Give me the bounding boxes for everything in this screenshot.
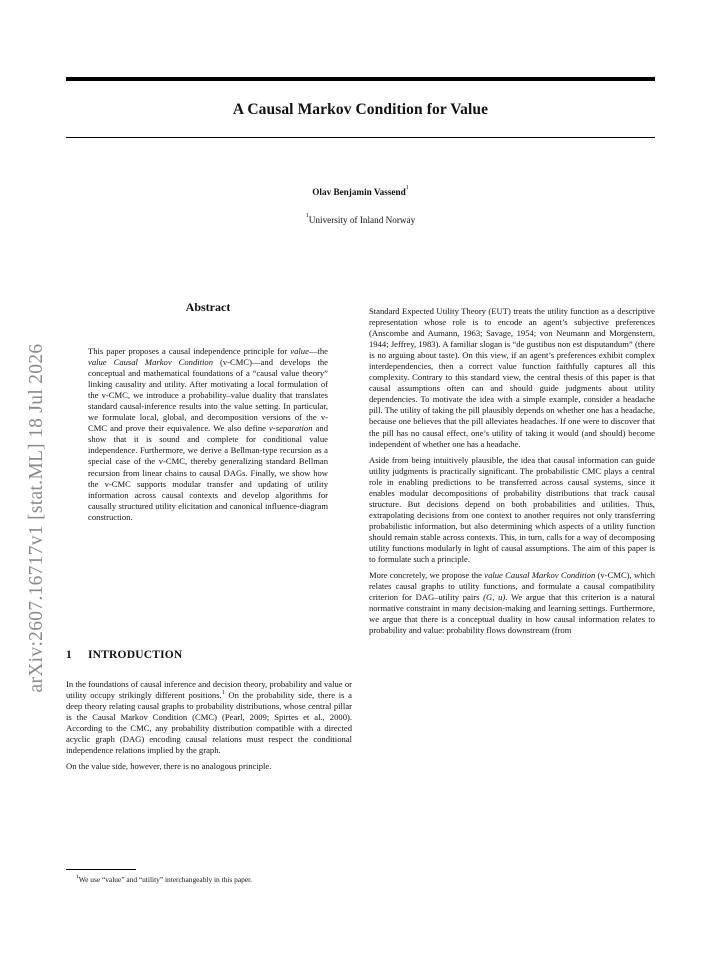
paper-title: A Causal Markov Condition for Value <box>232 101 489 118</box>
abstract-body: This paper proposes a causal independence principle for value—the value Causal Markov Condition (v-CMC)—and develops the conceptual and mathematical foundations of a “causal value theory” linking causality and utility. After motivating a local formulation of the v-CMC, we introduce a probability–value duality that translates standard causal-inference results into the value setting. In particular, we formulate local, global, and decomposition versions of the v-CMC and prove their equivalence. We also define v-separation and show that it is sound and complete for conditional value independence. Furthermore, we derive a Bellman-type recursion as a special case of the v-CMC, thereby generalizing standard Bellman recursion from linear chains to causal DAGs. Finally, we show how the v-CMC supports modular transfer and updating of utility information across causal contexts and develop algorithms for causally structured utility elicitation and canonical influence-diagram construction. <box>88 346 328 522</box>
affiliation-mark: 1 <box>305 213 309 219</box>
paragraph: Aside from being intuitively plausible, the idea that causal information can guide utility judgments is practically significant. The probabilistic CMC plays a central role in enabling predictions to be transferred across causal systems, since it enables modular decompositions of probability distributions that track causal structure. But decisions depend on both probabilities and utilities. Thus, extrapolating decisions from one context to another requires not only transferring probabilistic information, but also determining which aspects of a utility function should remain stable across contexts. This, in turn, calls for a way of decomposing utility functions modularly in light of causal assumptions. The aim of this paper is to formulate such a principle. <box>369 454 655 565</box>
paragraph: On the value side, however, there is no analogous principle. <box>66 761 272 772</box>
arxiv-stamp: arXiv:2607.16717v1 [stat.ML] 18 Jul 2026 <box>26 343 47 692</box>
author-affiliation-mark: 1 <box>405 185 409 191</box>
math-inline: (G, u) <box>483 592 506 603</box>
right-column-body <box>369 306 655 641</box>
author-affiliation: $^1$University of Inland Norway <box>305 213 416 225</box>
paragraph: In the foundations of causal inference and decision theory, probability and value or utility occupy strikingly different positions.$^1$ On the probability side, there is a deep theory relating causal graphs to probability distributions, whose central pillar is the Causal Markov Condition (CMC) (Pearl, 2009; Spirtes et al., 2000). According to the CMC, any probability distribution compatible with a directed acyclic graph (DAG) encoding causal relations must respect the conditional independence relations implied by the graph. <box>66 679 352 756</box>
introduction-body <box>66 679 352 777</box>
abstract-heading: Abstract <box>185 300 231 314</box>
footnote: $^1$We use “value” and “utility” interchangeably in this paper. <box>76 874 252 884</box>
paragraph: Standard Expected Utility Theory (EUT) treats the utility function as a descriptive representation whose role is to encode an agent’s subjective preferences (Anscombe and Aumann, 1963; Savage, 1954; von Neumann and Morgenstern, 1944; Jeffrey, 1983). A familiar slogan is “de gustibus non est disputandum” (there is no arguing about taste). On this view, if an agent’s preferences exhibit complex interdependencies, then a correct value function faithfully captures all this complexity. Contrary to this standard view, the central thesis of this paper is that causal assumptions often can and should guide judgments about utility dependencies. To motivate the idea with a simple example, consider a headache pill. The utility of taking the pill plausibly depends on whether one has a headache, because one believes that the pill alleviates headaches. If one were to discover that the pill has no causal effect, one’s utility of taking it would (and should) become independent of whether one has a headache. <box>369 306 655 449</box>
author-name: Olav Benjamin Vassend$^1$ <box>312 185 409 197</box>
footnote-mark: 1 <box>221 690 225 697</box>
title-rule-bottom <box>66 137 655 138</box>
paragraph: More concretely, we propose the value Causal Markov Condition (v-CMC), which relates causal graphs to utility functions, and formulate a causal compatibility criterion for DAG–utility pairs (G, u). We argue that this criterion is a natural normative constraint in many decision-making and learning settings. Furthermore, we argue that there is a conceptual duality in how causal information relates to probability and value: probability flows downstream (from <box>369 570 656 636</box>
section-heading-introduction: 1 INTRODUCTION <box>66 649 183 661</box>
footnote-rule <box>66 869 136 870</box>
title-rule-top <box>66 77 655 81</box>
